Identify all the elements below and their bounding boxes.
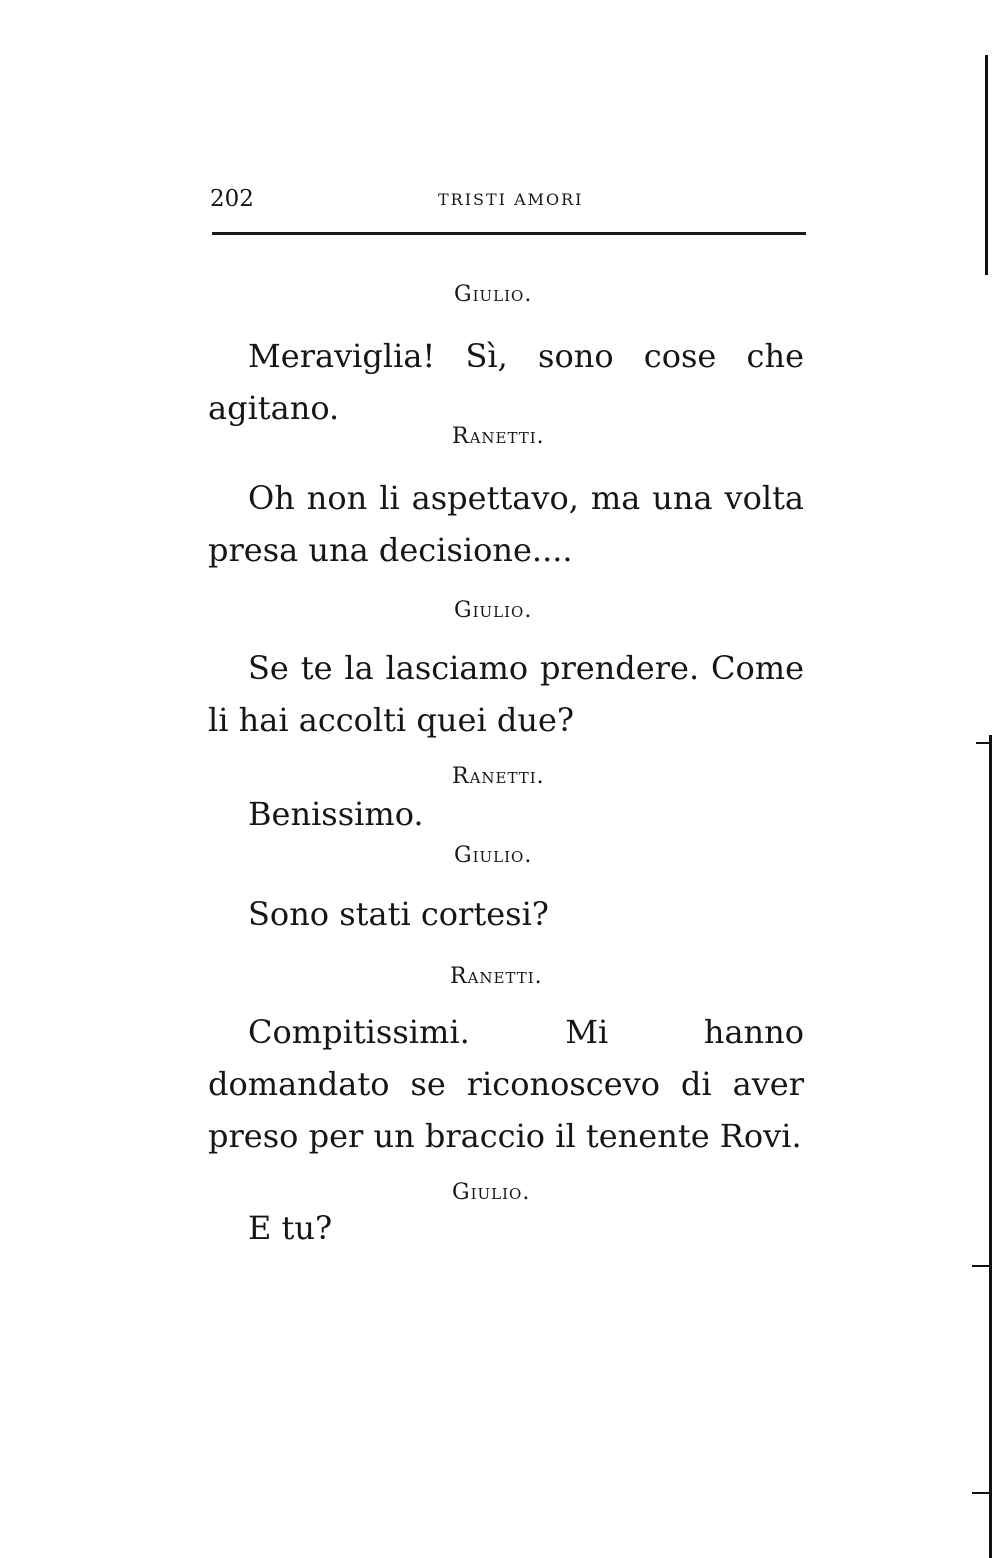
speech-text: Se te la lasciamo prendere. Come li hai accolti quei due? xyxy=(208,649,804,739)
speech-text: E tu? xyxy=(248,1209,333,1247)
speaker-name: Ranetti. xyxy=(452,424,545,449)
speech-text: Sono stati cortesi? xyxy=(248,895,549,933)
speech-text: Benissimo. xyxy=(248,795,424,833)
speaker-name: Ranetti. xyxy=(452,764,545,789)
page-header xyxy=(210,182,806,222)
page-number: 202 xyxy=(210,186,254,212)
scan-edge-mark xyxy=(989,735,992,1558)
running-title: TRISTI AMORI xyxy=(438,190,584,209)
speaker-name: Giulio. xyxy=(452,1180,531,1205)
scan-edge-tick xyxy=(976,742,990,744)
speech-text: Compitissimi. Mi hanno domandato se riconoscevo di aver preso per un braccio il tenente Rovi. xyxy=(208,1013,804,1155)
header-rule xyxy=(212,232,806,235)
speaker-name: Ranetti. xyxy=(450,964,543,989)
speaker-name: Giulio. xyxy=(454,598,533,623)
scan-edge-mark xyxy=(985,55,988,275)
scan-edge-tick xyxy=(972,1492,990,1494)
scan-edge-tick xyxy=(972,1265,990,1267)
speech-text: Meraviglia! Sì, sono cose che agitano. xyxy=(208,337,804,427)
speech-text: Oh non li aspettavo, ma una volta presa una decisione.... xyxy=(208,479,804,569)
speaker-name: Giulio. xyxy=(454,282,533,307)
speaker-name: Giulio. xyxy=(454,843,533,868)
